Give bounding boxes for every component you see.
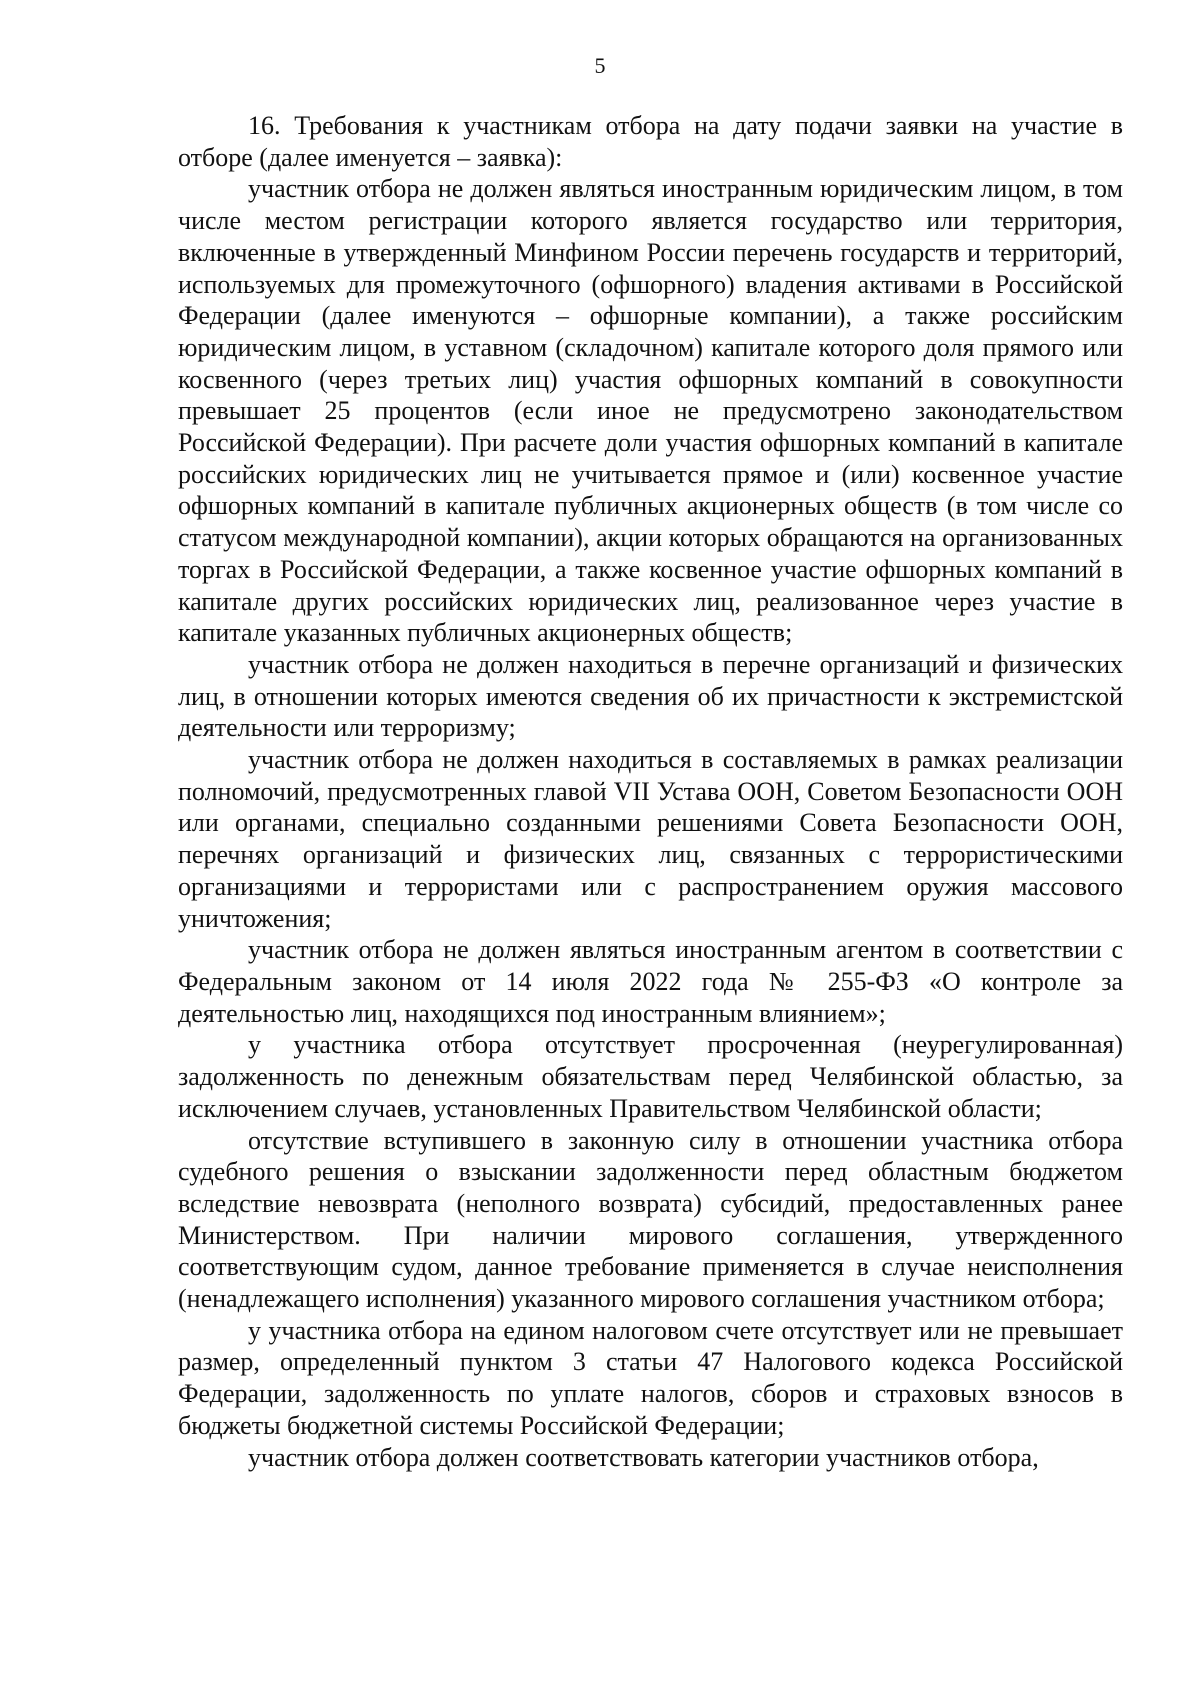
page-number: 5 bbox=[594, 53, 606, 78]
paragraph-tax-debt: у участника отбора на едином налоговом счете отсутствует или не превышает размер, определенный пунктом 3 статьи 47 Налогового кодекса Российской Федерации, задолженность по уплате налогов, сборов и страховых взносов в бюджеты бюджетной системы Российской Федерации; bbox=[178, 1315, 1123, 1440]
document-body bbox=[178, 110, 1123, 1473]
paragraph-extremism-list: участник отбора не должен находиться в перечне организаций и физических лиц, в отношении которых имеются сведения об их причастности к экстремистской деятельности или терроризму; bbox=[178, 649, 1123, 743]
paragraph-un-security-council-lists: участник отбора не должен находиться в составляемых в рамках реализации полномочий, предусмотренных главой VII Устава ООН, Советом Безопасности ООН или органами, специально созданными решениями Совета Безопасности ООН, перечнях организаций и физических лиц, связанных с террористическими организациями и террористами или с распространением оружия массового уничтожения; bbox=[178, 745, 1123, 933]
paragraph-requirements-heading: 16. Требования к участникам отбора на дату подачи заявки на участие в отборе (далее именуется – заявка): bbox=[178, 111, 1123, 172]
paragraph-court-decision: отсутствие вступившего в законную силу в отношении участника отбора судебного решения о взыскании задолженности перед областным бюджетом вследствие невозврата (неполного возврата) субсидий, предоставленных ранее Министерством. При наличии мирового соглашения, утвержденного соответствующим судом, данное требование применяется в случае неисполнения (ненадлежащего исполнения) указанного мирового соглашения участником отбора; bbox=[178, 1125, 1123, 1314]
paragraph-overdue-debt: у участника отбора отсутствует просроченная (неурегулированная) задолженность по денежным обязательствам перед Челябинской областью, за исключением случаев, установленных Правительством Челябинской области; bbox=[178, 1030, 1123, 1123]
paragraph-participant-category: участник отбора должен соответствовать категории участников отбора, bbox=[248, 1442, 1039, 1472]
paragraph-offshore-requirement: участник отбора не должен являться иностранным юридическим лицом, в том числе местом регистрации которого является государство или территория, включенные в утвержденный Минфином России перечень государств и территорий, используемых для промежуточного (офшорного) владения активами в Российской Федерации (далее именуются – офшорные компании), а также российским юридическим лицом, в уставном (складочном) капитале которого доля прямого или косвенного (через третьих лиц) участия офшорных компаний в совокупности превышает 25 процентов (если иное не предусмотрено законодательством Российской Федерации). При расчете доли участия офшорных компаний в капитале российских юридических лиц не учитывается прямое и (или) косвенное участие офшорных компаний в капитале публичных акционерных обществ (в том числе со статусом международной компании), акции которых обращаются на организованных торгах в Российской Федерации, а также косвенное участие офшорных компаний в капитале других российских юридических лиц, реализованное через участие в капитале указанных публичных акционерных обществ; bbox=[178, 174, 1123, 648]
paragraph-foreign-agent: участник отбора не должен являться иностранным агентом в соответствии с Федеральным законом от 14 июля 2022 года № 255-ФЗ «О контроле за деятельностью лиц, находящихся под иностранным влиянием»; bbox=[178, 935, 1123, 1028]
